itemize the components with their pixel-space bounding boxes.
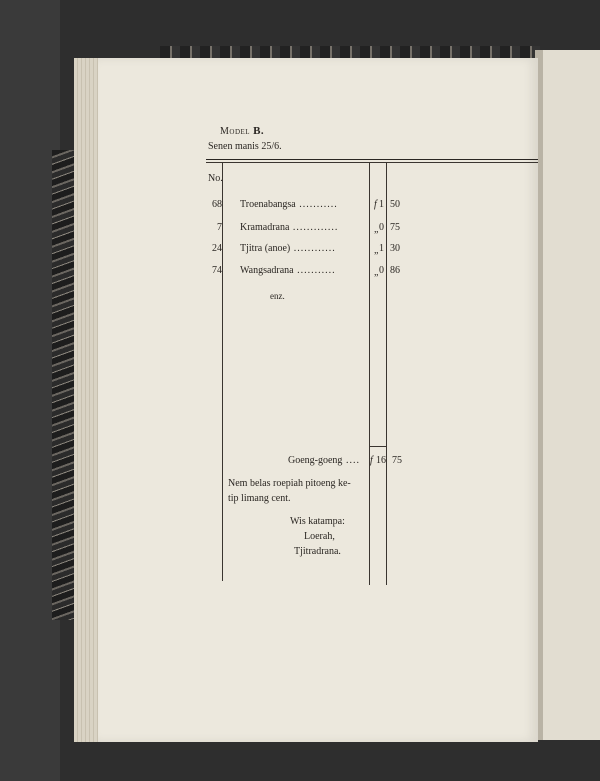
row-number: 74 (212, 265, 222, 276)
row-number: 68 (212, 199, 222, 210)
amount-words-line1: Nem belas roepiah pitoeng ke- (228, 478, 351, 489)
background-left (0, 0, 60, 781)
total-label: Goeng-goeng .... (288, 455, 360, 466)
row-number: 24 (212, 243, 222, 254)
book-page (98, 58, 538, 742)
row-currency: „ (374, 224, 379, 235)
total-rule (369, 446, 387, 447)
column-divider-cents (386, 163, 387, 585)
row-guilders: 1 (379, 199, 384, 210)
etc-label: enz. (270, 291, 285, 301)
row-guilders: 0 (379, 222, 384, 233)
total-currency: f (370, 455, 373, 466)
model-header (220, 126, 264, 137)
row-guilders: 1 (379, 243, 384, 254)
column-header-no: No. (208, 173, 223, 184)
book-cover-marbled-edge (52, 150, 74, 620)
row-currency: „ (374, 245, 379, 256)
row-name: Kramadrana ............. (240, 222, 339, 233)
signer-name: Tjitradrana. (294, 546, 341, 557)
header-rule-bottom (206, 162, 538, 163)
received-label: Wis katampa: (290, 516, 345, 527)
column-divider-no (222, 163, 223, 581)
header-rule-top (206, 159, 538, 160)
row-cents: 30 (390, 243, 400, 254)
column-divider-currency (369, 163, 370, 585)
model-letter: B. (253, 125, 265, 137)
model-label: Model (220, 126, 251, 137)
signer-role: Loerah, (304, 531, 335, 542)
row-name: Wangsadrana ........... (240, 265, 336, 276)
row-name: Tjitra (anoe) ............ (240, 243, 336, 254)
row-cents: 86 (390, 265, 400, 276)
row-cents: 50 (390, 199, 400, 210)
row-currency: „ (374, 267, 379, 278)
row-guilders: 0 (379, 265, 384, 276)
row-number: 7 (217, 222, 222, 233)
row-cents: 75 (390, 222, 400, 233)
total-cents: 75 (392, 455, 402, 466)
date-line: Senen manis 25/6. (208, 141, 282, 152)
amount-words-line2: tip limang cent. (228, 493, 291, 504)
facing-page (540, 50, 600, 740)
row-currency: f (374, 199, 377, 210)
row-name: Troenabangsa ........... (240, 199, 338, 210)
total-guilders: 16 (376, 455, 386, 466)
